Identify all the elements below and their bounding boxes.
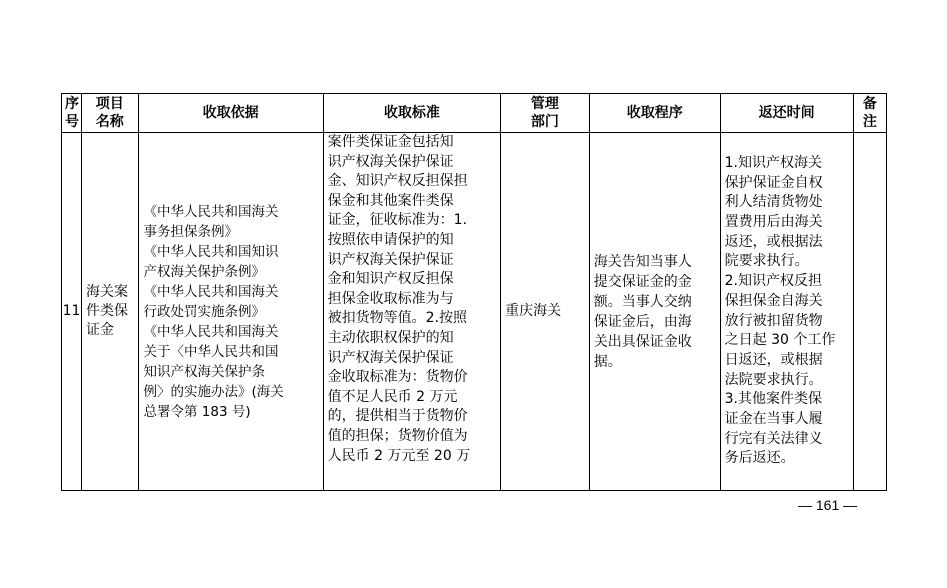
table-row [62,133,887,491]
cell-no: 11 [62,133,82,491]
header-procedure: 收取程序 [589,94,720,133]
header-no: 序 号 [62,94,82,133]
header-basis: 收取依据 [138,94,323,133]
table-header-row [62,94,887,133]
header-standard: 收取标准 [323,94,500,133]
cell-name: 海关案 件类保 证金 [81,133,138,491]
header-name: 项目 名称 [81,94,138,133]
cell-return-time: 1.知识产权海关 保护保证金自权 利人结清货物处 置费用后由海关 返还，或根据法 院要求执行。 2.知识产权反担 保担保金自海关 放行被扣留货物 之日起 30 个工作 日返还，或根据 法院要求执行。 3.其他案件类保 证金在当事人履 行完有关法律义 务后返还。 [720,133,853,491]
cell-dept: 重庆海关 [501,133,590,491]
cell-procedure: 海关告知当事人 提交保证金的金 额。当事人交纳 保证金后，由海 关出具保证金收 据。 [589,133,720,491]
header-dept: 管理 部门 [501,94,590,133]
header-return-time: 返还时间 [720,94,853,133]
fee-table [61,93,887,491]
cell-standard: 案件类保证金包括知 识产权海关保护保证 金、知识产权反担保担 保金和其他案件类保 证金，征收标准为：1. 按照依申请保护的知 识产权海关保护保证 金和知识产权反担保 担保金收取标准为与 被扣货物等值。2.按照 主动依职权保护的知 识产权海关保护保证 金收取标准为：货物价 值不足人民币 2 万元 的，提供相当于货物价 值的担保；货物价值为 人民币 2 万元至 20 万 [323,133,500,491]
page-number: — 161 — [798,497,858,513]
cell-note [853,133,886,491]
cell-basis: 《中华人民共和国海关 事务担保条例》 《中华人民共和国知识 产权海关保护条例》 《中华人民共和国海关 行政处罚实施条例》 《中华人民共和国海关 关于〈中华人民共和国 知识产权海关保护条 例〉的实施办法》(海关 总署令第 183 号) [138,133,323,491]
header-note: 备注 [853,94,886,133]
